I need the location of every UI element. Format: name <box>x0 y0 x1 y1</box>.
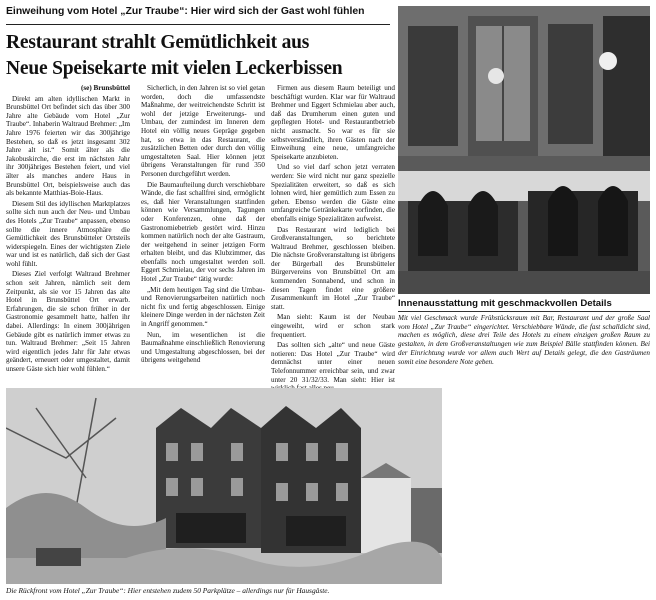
article-paragraph: Dieses Ziel verfolgt Waltraud Brehmer schon seit Jahren, nämlich seit dem Zeitpunkt, als sie vor 15 Jahren das alte Hotel in Brunsbüttel Ort erwarb. Erfahrungen, die sie schon früher in der Gastronomie gesammelt hatte, halfen ihr dabei. Allerdings: In einem 300jährigen Gebäude gibt es natürlich immer etwas zu tun. Waltraud Brehmer: „Seit 15 Jahren wird eigentlich jedes Jahr für Jahr etwas geändert, erneuert oder umgestaltet, damit unsere Gäste sich hier wohl fühlen.“ <box>6 270 130 373</box>
article-paragraph: Diesem Stil des idyllischen Marktplatzes sollte sich nun auch der Neu- und Umbau des Hotels „Zur Traube“ anpassen, ebenso sollte die innere Atmosphäre die Gemütlichkeit des Brunsbütteler Ortsteils widerspiegeln. Eines der wichtigsten Ziele war und ist es natürlich, daß sich der Gast wohl fühlt. <box>6 199 130 268</box>
article-column-1 <box>6 84 130 386</box>
article-paragraph: Nun, im wesentlichen ist die Baumaßnahme einschließlich Renovierung und Umgestaltung abgeschlossen, bei der übrigens weitgehend <box>141 330 265 365</box>
caption-divider <box>398 311 650 312</box>
article-paragraph: „Mit dem heutigen Tag sind die Umbau- und Renovierungsarbeiten natürlich noch nicht fix und fertig abgeschlossen. Einige kleinere Dinge werden in der nächsten Zeit in Angriff genommen.“ <box>141 285 265 329</box>
headline-line-2: Neue Speisekarte mit vielen Leckerbissen <box>6 58 343 79</box>
kicker-line: Einweihung vom Hotel „Zur Traube“: Hier wird sich der Gast wohl fühlen <box>6 6 365 17</box>
article-paragraph: Sicherlich, in den Jahren ist so viel getan worden, doch die umfassendste Maßnahme, der weitreichendste Schritt ist wohl der jetzige Erweiterungs- und Umbau, der zumindest im Inneren dem Hotel ein völlig neues Gepräge gegeben hat, so etwa in das Restaurant, die zusätzlichen Betten oder durch den völlig umgestalteten Saal. Hier können jetzt übrigens Veranstaltungen für rund 350 Personen durchgeführt werden. <box>141 84 265 178</box>
interior-caption-title: Innenausstattung mit geschmackvollen Details <box>398 298 612 309</box>
kicker-divider <box>6 24 390 25</box>
interior-caption-text: Mit viel Geschmack wurde Frühstücksraum mit Bar, Restaurant und der große Saal vom Hotel „Zur Traube“ eingerichtet. Verschiebbare Wände, die fast schalldicht sind, machen es möglich, diese drei Teile des Hotels zu einem einzigen großen Raum zu gestalten, in dem Großveranstaltungen wie zum Beispiel Bälle stattfinden können. Bei der Einrichtung wurde vor allem auch Wert auf Details gelegt, die den Gasträumen somit eine besondere Note geben. <box>398 314 650 366</box>
headline-line-1: Restaurant strahlt Gemütlichkeit aus <box>6 32 310 53</box>
article-column-3 <box>271 84 395 420</box>
exterior-caption: Die Rückfront vom Hotel „Zur Traube“: Hier entstehen zudem 50 Parkplätze – allerdings nur für Hausgäste. <box>6 586 330 595</box>
article-paragraph: Das sollten sich „alte“ und neue Gäste notieren: Das Hotel „Zur Traube“ wird demnächst unter einer neuen Telefonnummer erreichbar sein, und zwar unter 20 31/32/33. Man sieht: Hier ist <box>271 341 395 384</box>
article-paragraph: Firmen aus diesem Raum beteiligt und beschäftigt wurden. Klar war für Waltraud Brehmer und Eggert Schmielau aber auch, daß das Drumherum einen guten und gepflegten Hotel- und Restaurantbetrieb nicht ausmacht. So war es für sie selbstverständlich, ihren Gästen nach der Einweihung eine neue, umfangreiche Speisekarte anzubieten. <box>271 84 395 161</box>
article-column-2 <box>141 84 265 386</box>
article-paragraph: Die Baumaufteilung durch verschiebbare Wände, die fast schallfrei sind, ermöglicht es, daß hier Veranstaltungen stattfinden können wie Versammlungen, Tagungen oder Konferenzen, ohne daß der Gastronomiebetrieb gestört wird. Hinzu kommen natürlich noch der alte Gastraum, der weitgehend in seiner jetzigen Form erhalten bleibt, und das Klubzimmer, das ebenfalls noch umgestaltet werden soll. Eggert Schmielau, der vor sechs Jahren im Hotel „Zur Traube“ tätig wurde: <box>141 180 265 284</box>
exterior-photo <box>6 388 442 584</box>
byline: (se) Brunsbüttel <box>81 84 130 92</box>
headline <box>6 30 396 82</box>
article-paragraph: Das Restaurant wird lediglich bei Großveranstaltungen, so berichtete Waltraud Brehmer, geschlossen bleiben. Die nächste Großveranstaltung ist übrigens der Bürgerball des Brunsbütteler Bürgervereins von Brunsbüttel Ort am kommenden Sonnabend, und schon in diesen Tagen findet eine größere Zusammenkunft im Hotel „Zur Traube“ statt. <box>271 225 395 311</box>
interior-photo <box>398 6 650 294</box>
article-paragraph: Direkt am alten idyllischen Markt in Brunsbüttel Ort befindet sich das über 300 Jahre alte Gebäude vom Hotel „Zur Traube“. Inhaberin Waltraud Brehmer: „Im Jahre 1976 feierten wir das 300jährige Bestehen, so daß es jetzt insgesamt 302 Jahre alt ist.“ Somit älter als die Jakobuskirche, die erst im nächsten Jahr ihr 300jähriges Bestehen feiert, und viel älter als manches andere Haus in Brunsbüttel Ort, beispielsweise auch das als bekannte Matthias-Boie-Haus. <box>6 94 130 198</box>
article-paragraph: Und so viel darf schon jetzt verraten werden: Sie wird nicht nur ganz spezielle Spezialitäten erweitert, so daß es sich lohnen wird, hier gemütlich zum Essen zu gehen. Ebenso werden die Gäste eine umfangreiche Getränkekarte vorfinden, die ebenfalls einige Spezialitäten aufweist. <box>271 163 395 223</box>
article-paragraph: Man sieht: Kaum ist der Neubau eingeweiht, wird er schon stark frequentiert. <box>271 313 395 339</box>
